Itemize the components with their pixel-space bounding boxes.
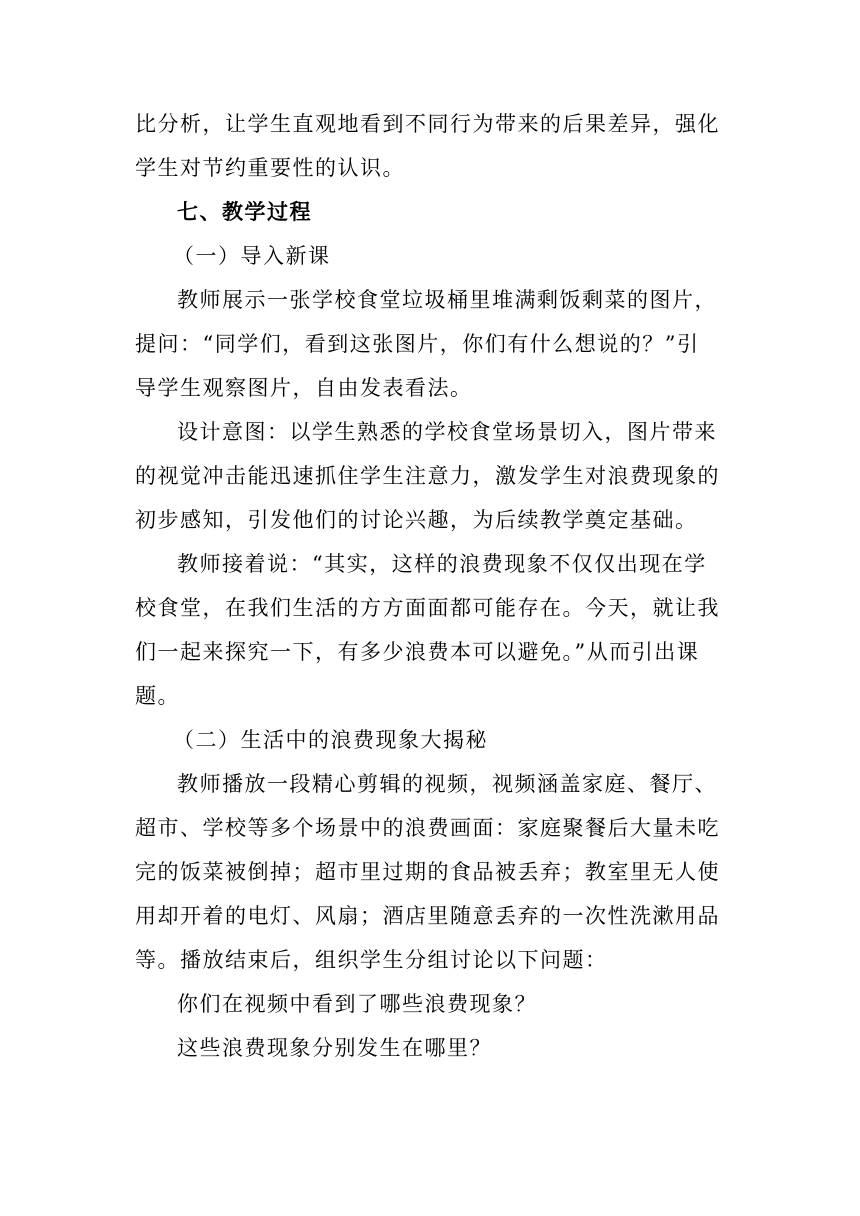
paragraph-line: 的视觉冲击能迅速抓住学生注意力，激发学生对浪费现象的 xyxy=(135,464,720,488)
paragraph-line: 教师播放一段精心剪辑的视频，视频涵盖家庭、餐厅、 xyxy=(177,772,717,796)
paragraph-line: 初步感知，引发他们的讨论兴趣，为后续教学奠定基础。 xyxy=(135,508,698,532)
paragraph-line: 提问：“同学们，看到这张图片，你们有什么想说的？”引 xyxy=(135,332,700,356)
paragraph-line: 教师展示一张学校食堂垃圾桶里堆满剩饭剩菜的图片， xyxy=(177,288,717,312)
section-heading: 七、教学过程 xyxy=(177,199,312,224)
paragraph-line: 们一起来探究一下，有多少浪费本可以避免。”从而引出课 xyxy=(135,640,700,664)
paragraph-line: 比分析，让学生直观地看到不同行为带来的后果差异，强化 xyxy=(135,112,720,136)
subsection-heading: （二）生活中的浪费现象大揭秘 xyxy=(173,728,488,752)
paragraph-line: 学生对节约重要性的认识。 xyxy=(135,156,405,180)
paragraph-line: 导学生观察图片，自由发表看法。 xyxy=(135,376,473,400)
paragraph-line: 校食堂，在我们生活的方方面面都可能存在。今天，就让我 xyxy=(135,596,720,620)
paragraph-line: 等。播放结束后，组织学生分组讨论以下问题： xyxy=(135,948,608,972)
question-line: 你们在视频中看到了哪些浪费现象？ xyxy=(177,992,537,1016)
paragraph-line: 教师接着说：“其实，这样的浪费现象不仅仅出现在学 xyxy=(177,552,707,576)
question-line: 这些浪费现象分别发生在哪里？ xyxy=(177,1036,492,1060)
document-page xyxy=(135,102,730,1070)
paragraph-line: 设计意图：以学生熟悉的学校食堂场景切入，图片带来 xyxy=(177,420,717,444)
paragraph-line: 完的饭菜被倒掉；超市里过期的食品被丢弃；教室里无人使 xyxy=(135,860,720,884)
paragraph-line: 题。 xyxy=(135,684,180,708)
paragraph-line: 用却开着的电灯、风扇；酒店里随意丢弃的一次性洗漱用品 xyxy=(135,904,720,928)
subsection-heading: （一）导入新课 xyxy=(173,244,331,268)
paragraph-line: 超市、学校等多个场景中的浪费画面：家庭聚餐后大量未吃 xyxy=(135,816,720,840)
